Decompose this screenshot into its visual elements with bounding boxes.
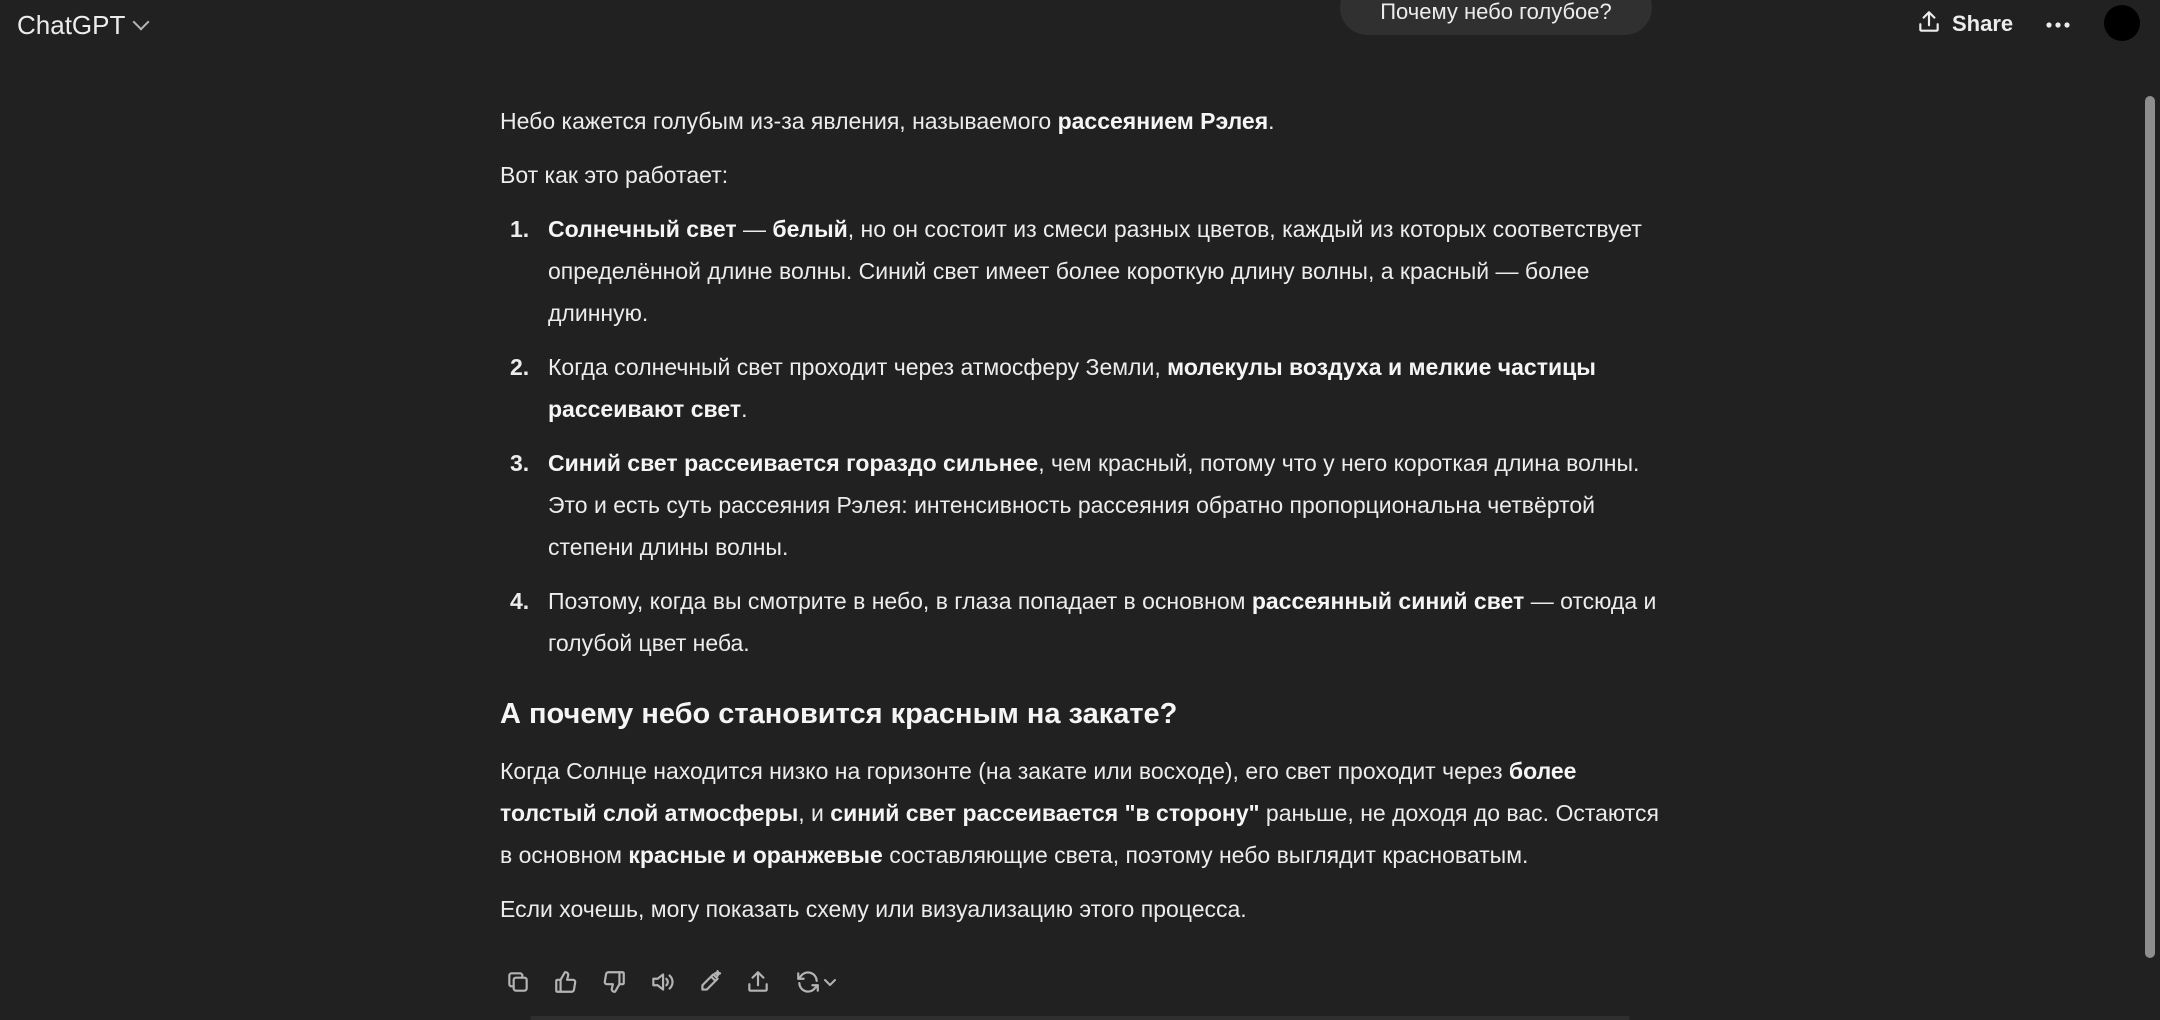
list-number: 1. bbox=[510, 216, 530, 242]
edit-in-canvas-button[interactable] bbox=[692, 966, 728, 1002]
thumbs-down-icon bbox=[601, 969, 627, 1000]
scrollbar-thumb[interactable] bbox=[2145, 96, 2155, 958]
list-text: — bbox=[736, 216, 773, 242]
sunset-bold: красные и оранжевые bbox=[628, 842, 883, 868]
share-label: Share bbox=[1952, 11, 2014, 36]
sunset-text: составляющие света, поэтому небо выглядит красноватым. bbox=[882, 842, 1529, 868]
explanation-list bbox=[500, 208, 1660, 664]
regenerate-icon bbox=[794, 969, 822, 1000]
share-button[interactable] bbox=[1916, 5, 2013, 43]
chevron-down-icon bbox=[133, 14, 150, 31]
upload-icon bbox=[1916, 9, 1942, 40]
intro-paragraph bbox=[500, 100, 1660, 142]
list-bold: белый bbox=[772, 216, 848, 242]
assistant-message bbox=[500, 100, 1660, 942]
list-bold: молекулы воздуха и мелкие частицы рассеивают свет bbox=[548, 354, 1596, 422]
more-options-button[interactable] bbox=[2038, 8, 2078, 42]
good-response-button[interactable] bbox=[548, 966, 584, 1002]
avatar[interactable] bbox=[2104, 5, 2140, 41]
sunset-text: Когда Солнце находится низко на горизонте (на закате или восходе), его свет проходит через bbox=[500, 758, 1509, 784]
list-text: , чем красный, потому что у него короткая длина волны. Это и есть суть рассеяния Рэлея: интенсивность рассеяния обратно пропорциональна четвёртой степени длины волны. bbox=[548, 450, 1640, 560]
model-title: ChatGPT bbox=[17, 9, 126, 40]
regenerate-button[interactable] bbox=[788, 966, 844, 1002]
closing-paragraph: Если хочешь, могу показать схему или визуализацию этого процесса. bbox=[500, 896, 1247, 922]
intro-bold: рассеянием Рэлея bbox=[1057, 108, 1269, 134]
list-number: 2. bbox=[510, 354, 530, 380]
read-aloud-icon bbox=[649, 969, 675, 1000]
list-bold: Солнечный свет bbox=[548, 216, 737, 242]
list-text: , но он состоит из смеси разных цветов, каждый из которых соответствует определённой длине волны. Синий свет имеет более короткую длину волны, а красный — более длинную. bbox=[548, 216, 1642, 326]
list-bold: рассеянный синий свет bbox=[1251, 588, 1525, 614]
sunset-text: , и bbox=[798, 800, 831, 826]
list-number: 4. bbox=[510, 588, 530, 614]
intro-text-end: . bbox=[1268, 108, 1275, 134]
ellipsis-icon bbox=[2045, 16, 2071, 34]
list-number: 3. bbox=[510, 450, 530, 476]
list-item bbox=[500, 442, 1660, 568]
model-selector[interactable] bbox=[17, 8, 147, 42]
list-bold: Синий свет рассеивается гораздо сильнее bbox=[548, 450, 1039, 476]
how-paragraph: Вот как это работает: bbox=[500, 162, 729, 188]
composer-edge bbox=[530, 1016, 1630, 1020]
sunset-bold: более толстый слой атмосферы bbox=[500, 758, 1577, 826]
intro-text: Небо кажется голубым из-за явления, называемого bbox=[500, 108, 1058, 134]
copy-icon bbox=[505, 969, 531, 1000]
top-bar bbox=[0, 0, 2160, 56]
share-response-button[interactable] bbox=[740, 966, 776, 1002]
copy-button[interactable] bbox=[500, 966, 536, 1002]
chevron-down-icon bbox=[822, 974, 838, 995]
thumbs-up-icon bbox=[553, 969, 579, 1000]
list-text: — отсюда и голубой цвет неба. bbox=[548, 588, 1657, 656]
bad-response-button[interactable] bbox=[596, 966, 632, 1002]
read-aloud-button[interactable] bbox=[644, 966, 680, 1002]
share-icon bbox=[745, 969, 771, 1000]
list-text: Когда солнечный свет проходит через атмосферу Земли, bbox=[548, 354, 1168, 380]
list-item bbox=[500, 346, 1660, 430]
message-actions bbox=[500, 966, 844, 1002]
sunset-bold: синий свет рассеивается "в сторону" bbox=[830, 800, 1260, 826]
list-text: Поэтому, когда вы смотрите в небо, в глаза попадает в основном bbox=[548, 588, 1252, 614]
section-heading: А почему небо становится красным на закате? bbox=[500, 698, 1178, 730]
list-item bbox=[500, 208, 1660, 334]
list-item bbox=[500, 580, 1660, 664]
sunset-paragraph bbox=[500, 750, 1660, 876]
edit-canvas-icon bbox=[697, 969, 723, 1000]
list-text: . bbox=[741, 396, 748, 422]
sunset-text: раньше, не доходя до вас. Остаются в основном bbox=[500, 800, 1659, 868]
user-message-text: Почему небо голубое? bbox=[1380, 0, 1612, 24]
user-message-bubble bbox=[1340, 0, 1652, 35]
